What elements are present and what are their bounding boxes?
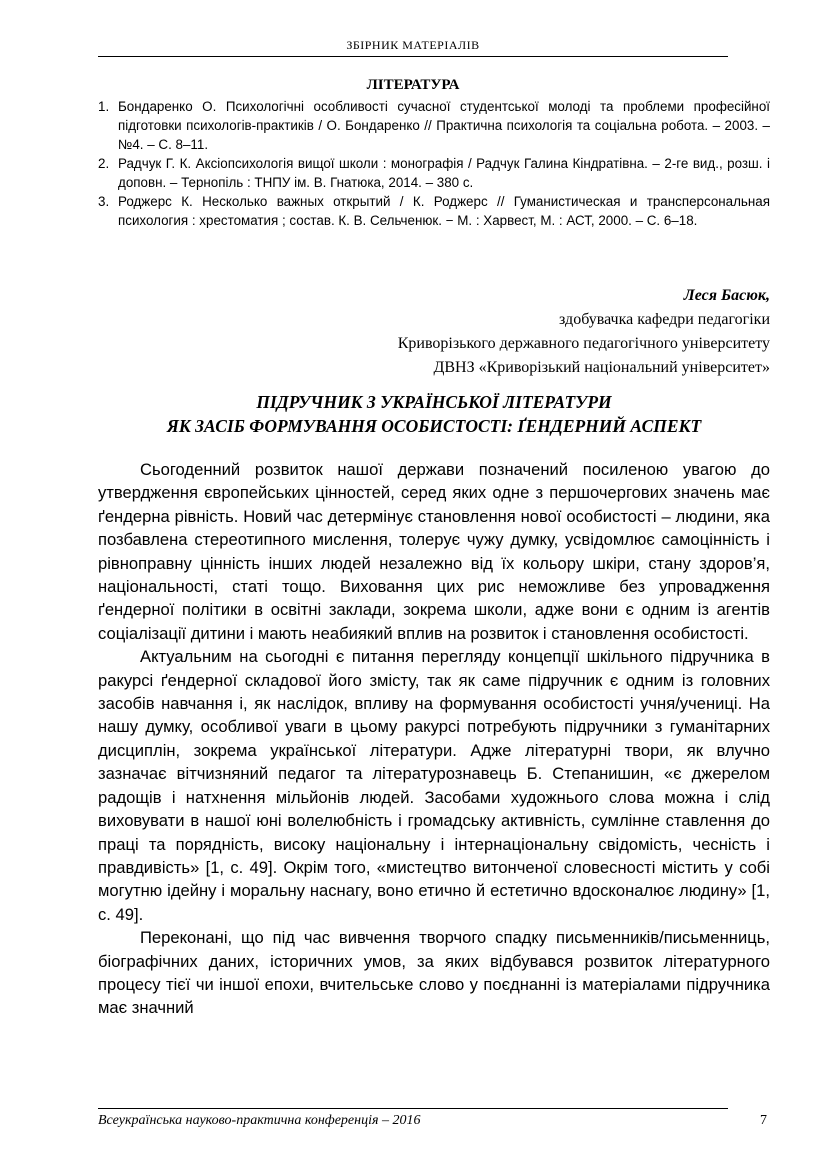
article-body [98, 458, 770, 1020]
body-paragraph: Сьогоденний розвиток нашої держави позначений посиленою увагою до утвердження європейських цінностей, серед яких одне з першочергових значень має ґендерна рівність. Новий час детермінує становлення нової особистості – людини, яка позбавлена стереотипного мислення, толерує чужу думку, усвідомлює самоцінність і рівноправну цінність інших людей незалежно від їх кольору шкіри, стану здоров’я, національності, статі тощо. Виховання цих рис неможливе без упровадження ґендерної політики в освітні заклади, зокрема школи, адже вони є одним із агентів соціалізації дитини і мають неабиякий вплив на розвиток і становлення особистості. [98, 460, 770, 643]
reference-number: 3. [98, 194, 110, 209]
reference-item [98, 154, 770, 192]
author-university: Криворізького державного педагогічного університету [397, 335, 770, 352]
running-header: ЗБІРНИК МАТЕРІАЛІВ [346, 38, 480, 52]
footer-rule [98, 1108, 728, 1109]
article-title-line-1: ПІДРУЧНИК З УКРАЇНСЬКОЇ ЛІТЕРАТУРИ [256, 392, 612, 412]
reference-number: 1. [98, 99, 110, 114]
article-title [98, 390, 770, 438]
references-list [98, 97, 770, 230]
reference-item [98, 192, 770, 230]
reference-number: 2. [98, 156, 110, 171]
author-block [398, 284, 770, 380]
author-institution: ДВНЗ «Криворізький національний університет» [433, 359, 770, 376]
reference-text: Роджерс К. Несколько важных открытий / К. Роджерс // Гуманистическая и трансперсональная психология : хрестоматия ; состав. К. В. Сельченюк. − М. : Харвест, М. : АСТ, 2000. – С. 6–18. [118, 194, 770, 228]
page-number: 7 [760, 1113, 767, 1128]
footer-conference: Всеукраїнська науково-практична конференція – 2016 [98, 1113, 421, 1128]
author-name: Леся Басюк, [683, 287, 770, 304]
reference-text: Бондаренко О. Психологічні особливості сучасної студентської молоді та проблеми професійної підготовки психологів-практиків / О. Бондаренко // Практична психологія та соціальна робота. – 2003. – №4. – С. 8–11. [118, 99, 770, 152]
reference-item [98, 97, 770, 154]
references-title: ЛІТЕРАТУРА [366, 77, 460, 93]
article-title-line-2: ЯК ЗАСІБ ФОРМУВАННЯ ОСОБИСТОСТІ: ҐЕНДЕРНИЙ АСПЕКТ [166, 416, 702, 436]
author-position: здобувачка кафедри педагогіки [559, 311, 770, 328]
body-paragraph: Актуальним на сьогодні є питання перегляду концепції шкільного підручника в ракурсі ґендерної складової його змісту, так як саме підручник є одним із головних засобів навчання і, як наслідок, впливу на формування особистості учня/учениці. На нашу думку, особливої уваги в цьому ракурсі потребують підручники з гуманітарних дисциплін, зокрема української літератури. Адже літературні твори, як влучно зазначає вітчизняний педагог та літературознавець Б. Степанишин, «є джерелом радощів і натхнення мільйонів людей. Засобами художнього слова можна і слід виховувати в нашої юні волелюбність і громадську активність, сумлінне ставлення до праці та порядність, високу національну і інтернаціональну свідомість, чесність і правдивість» [1, с. 49]. Окрім того, «мистецтво витонченої словесності містить у собі могутню ідейну і моральну наснагу, воно етично й естетично вдосконалює людину» [1, с. 49]. [98, 647, 770, 924]
reference-text: Радчук Г. К. Аксіопсихологія вищої школи : монографія / Радчук Галина Кіндратівна. – 2-ге вид., розш. і доповн. – Тернопіль : ТНПУ ім. В. Гнатюка, 2014. – 380 с. [118, 156, 770, 190]
header-rule [98, 56, 728, 57]
body-paragraph: Переконані, що під час вивчення творчого спадку письменників/письменниць, біографічних даних, історичних умов, за яких відбувався розвиток літературного процесу тієї чи іншої епохи, вчительське слово у поєднанні із матеріалами підручника має значний [98, 928, 770, 1018]
